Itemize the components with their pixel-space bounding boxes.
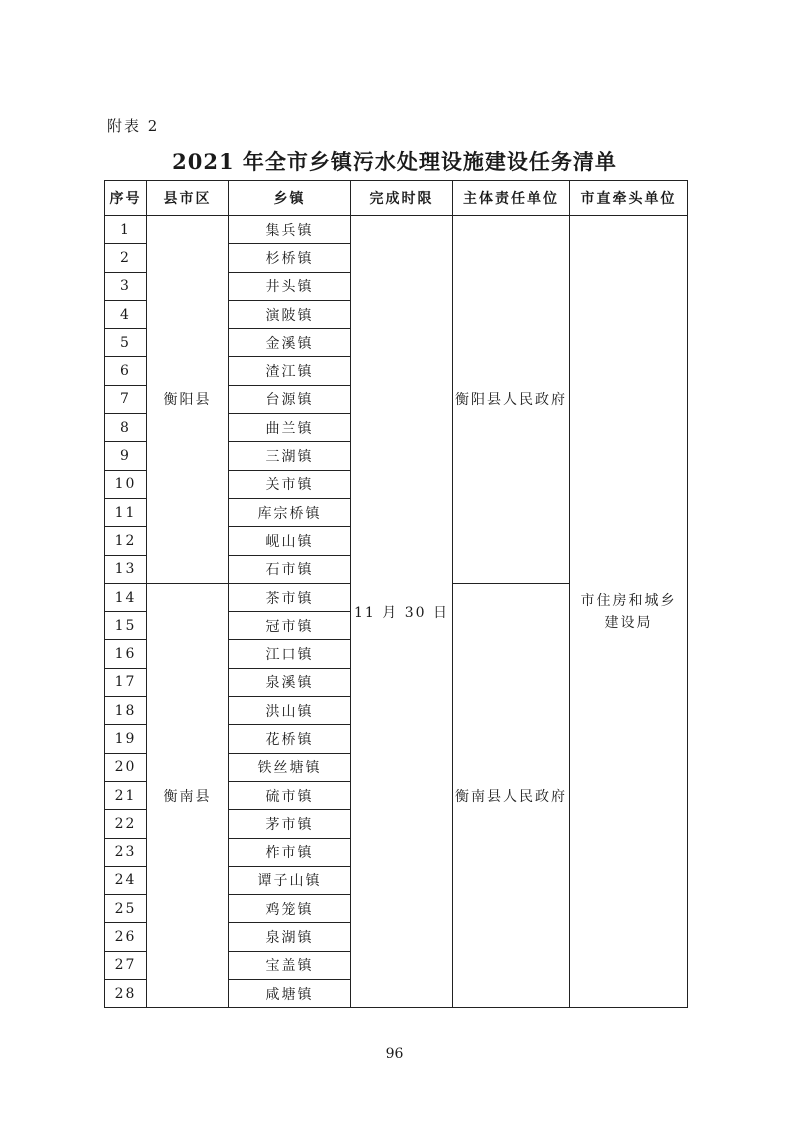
row-index: 25 (105, 895, 147, 923)
row-index: 8 (105, 414, 147, 442)
town-cell: 渣江镇 (229, 357, 351, 385)
appendix-label: 附表 2 (107, 117, 160, 135)
row-index: 13 (105, 555, 147, 583)
town-cell: 谭子山镇 (229, 866, 351, 894)
document-title: 2021 年全市乡镇污水处理设施建设任务清单 (172, 149, 617, 174)
row-index: 5 (105, 329, 147, 357)
header-responsible: 主体责任单位 (453, 181, 570, 216)
row-index: 14 (105, 583, 147, 611)
town-cell: 宝盖镇 (229, 951, 351, 979)
header-deadline: 完成时限 (351, 181, 453, 216)
town-cell: 茅市镇 (229, 810, 351, 838)
town-cell: 咸塘镇 (229, 980, 351, 1008)
town-cell: 杉桥镇 (229, 244, 351, 272)
town-cell: 冠市镇 (229, 612, 351, 640)
row-index: 9 (105, 442, 147, 470)
town-cell: 石市镇 (229, 555, 351, 583)
town-cell: 花桥镇 (229, 725, 351, 753)
row-index: 20 (105, 753, 147, 781)
town-cell: 鸡笼镇 (229, 895, 351, 923)
row-index: 23 (105, 838, 147, 866)
row-index: 6 (105, 357, 147, 385)
responsible-cell: 衡阳县人民政府 (453, 216, 570, 584)
row-index: 17 (105, 668, 147, 696)
town-cell: 集兵镇 (229, 216, 351, 244)
row-index: 18 (105, 697, 147, 725)
lead-cell: 市住房和城乡建设局 (570, 216, 688, 1008)
town-cell: 茶市镇 (229, 583, 351, 611)
row-index: 27 (105, 951, 147, 979)
row-index: 12 (105, 527, 147, 555)
row-index: 26 (105, 923, 147, 951)
row-index: 4 (105, 300, 147, 328)
town-cell: 铁丝塘镇 (229, 753, 351, 781)
row-index: 3 (105, 272, 147, 300)
header-town: 乡镇 (229, 181, 351, 216)
county-cell: 衡阳县 (147, 216, 229, 584)
row-index: 1 (105, 216, 147, 244)
county-cell: 衡南县 (147, 583, 229, 1007)
row-index: 19 (105, 725, 147, 753)
header-index: 序号 (105, 181, 147, 216)
deadline-cell: 11 月 30 日 (351, 216, 453, 1008)
row-index: 16 (105, 640, 147, 668)
town-cell: 泉湖镇 (229, 923, 351, 951)
row-index: 15 (105, 612, 147, 640)
town-cell: 库宗桥镇 (229, 498, 351, 526)
task-table (104, 180, 688, 1008)
town-cell: 江口镇 (229, 640, 351, 668)
town-cell: 岘山镇 (229, 527, 351, 555)
row-index: 21 (105, 781, 147, 809)
town-cell: 三湖镇 (229, 442, 351, 470)
row-index: 11 (105, 498, 147, 526)
row-index: 2 (105, 244, 147, 272)
responsible-cell: 衡南县人民政府 (453, 583, 570, 1007)
town-cell: 曲兰镇 (229, 414, 351, 442)
row-index: 7 (105, 385, 147, 413)
town-cell: 演陂镇 (229, 300, 351, 328)
row-index: 28 (105, 980, 147, 1008)
town-cell: 井头镇 (229, 272, 351, 300)
row-index: 22 (105, 810, 147, 838)
header-county: 县市区 (147, 181, 229, 216)
town-cell: 硫市镇 (229, 781, 351, 809)
page-number: 96 (385, 1046, 404, 1062)
header-row (105, 181, 688, 216)
town-cell: 台源镇 (229, 385, 351, 413)
town-cell: 泉溪镇 (229, 668, 351, 696)
town-cell: 柞市镇 (229, 838, 351, 866)
row-index: 24 (105, 866, 147, 894)
table-row (105, 216, 688, 244)
town-cell: 洪山镇 (229, 697, 351, 725)
header-lead: 市直牵头单位 (570, 181, 688, 216)
town-cell: 金溪镇 (229, 329, 351, 357)
row-index: 10 (105, 470, 147, 498)
town-cell: 关市镇 (229, 470, 351, 498)
